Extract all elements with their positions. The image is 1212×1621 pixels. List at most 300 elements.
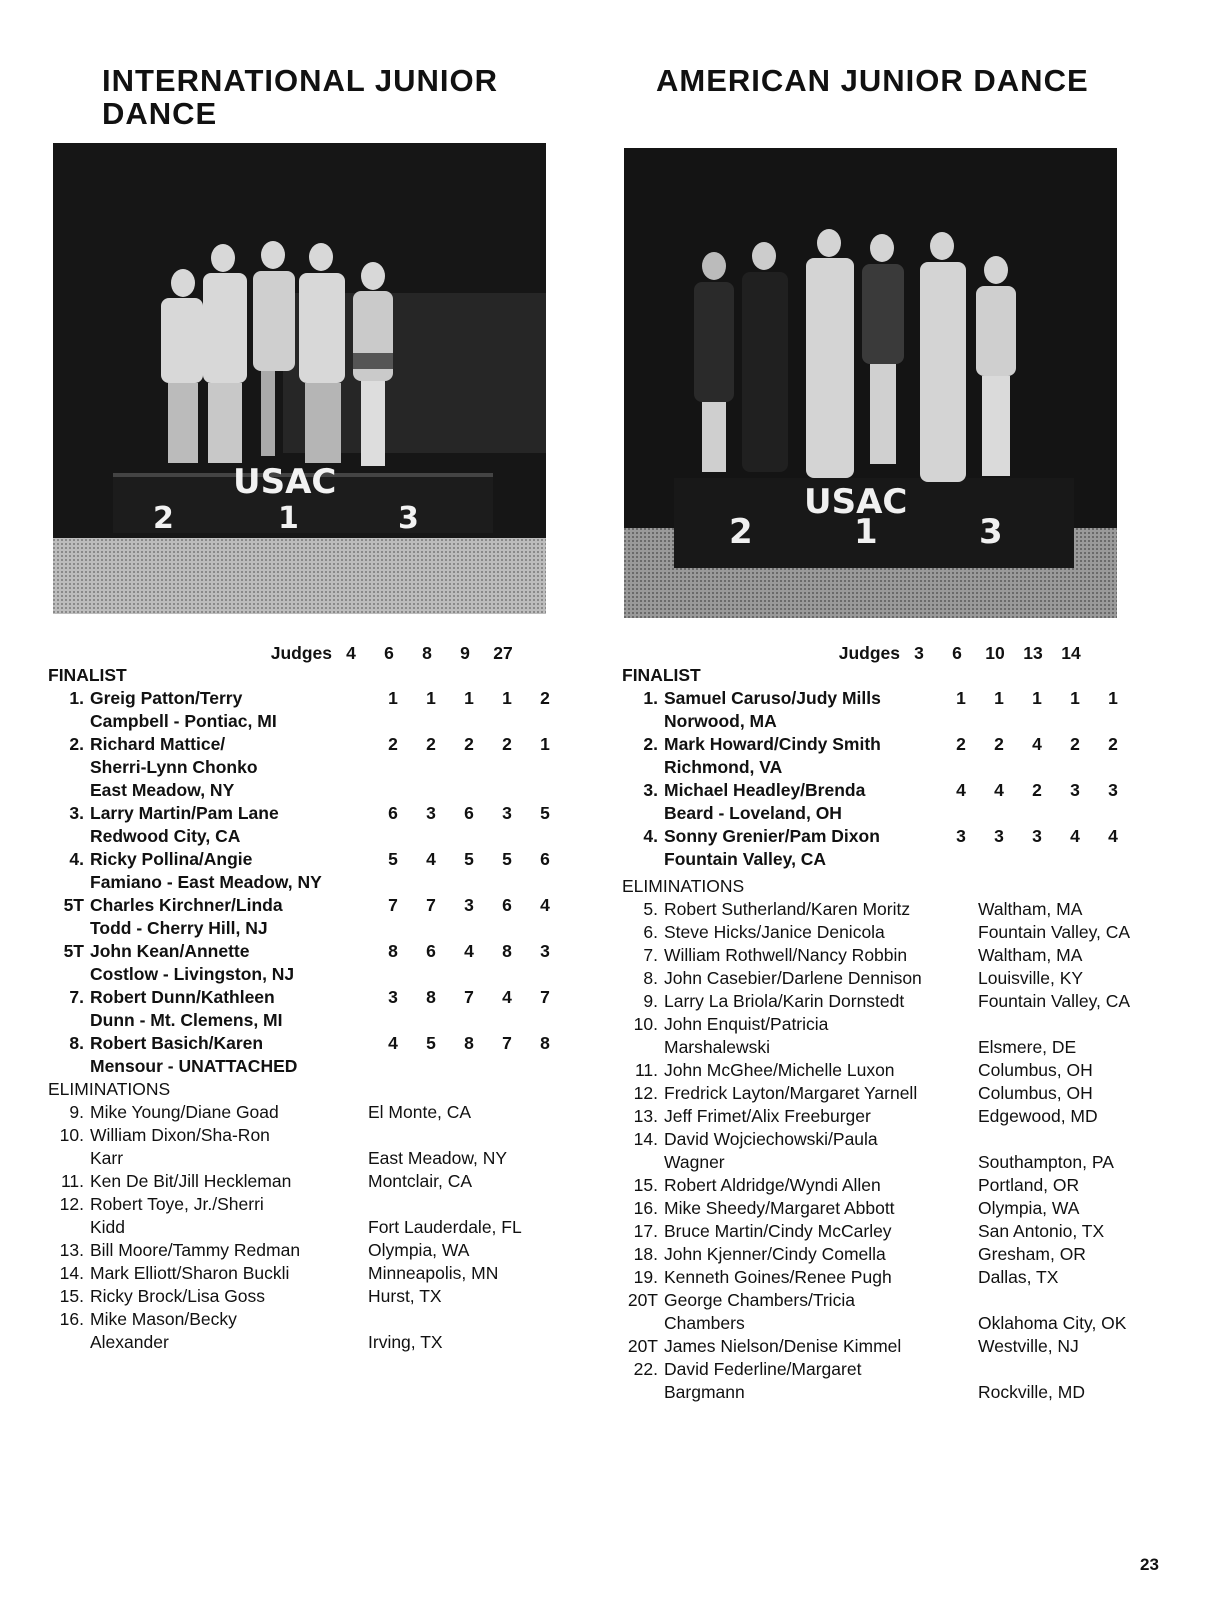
hometown bbox=[978, 1266, 1058, 1289]
placement-rank: 17. bbox=[633, 1221, 658, 1241]
name-line: Mark Howard/Cindy Smith bbox=[664, 734, 881, 754]
couple-names bbox=[90, 687, 374, 733]
placement-rank: 5. bbox=[643, 899, 658, 919]
name-line: Kenneth Goines/Renee Pugh bbox=[664, 1267, 892, 1287]
couple-names bbox=[90, 1193, 368, 1239]
placement-rank: 8. bbox=[643, 968, 658, 988]
name-line: Mark Elliott/Sharon Buckli bbox=[90, 1263, 290, 1283]
judge-score: 4 bbox=[1070, 826, 1080, 846]
judge-score: 1 bbox=[994, 688, 1004, 708]
elimination-row bbox=[622, 1266, 1178, 1289]
name-line: Mike Sheedy/Margaret Abbott bbox=[664, 1198, 895, 1218]
judge-number: 27 bbox=[493, 642, 513, 663]
hometown bbox=[368, 1308, 443, 1354]
elimination-row bbox=[48, 1285, 568, 1308]
name-line: George Chambers/Tricia bbox=[664, 1290, 855, 1310]
judge-score: 7 bbox=[540, 987, 550, 1007]
couple-names bbox=[664, 1197, 978, 1220]
name-line: Steve Hicks/Janice Denicola bbox=[664, 922, 885, 942]
couple-names bbox=[90, 1124, 368, 1170]
elimination-row bbox=[622, 1289, 1178, 1335]
name-line: Sherri-Lynn Chonko bbox=[90, 757, 258, 777]
name-line: Robert Dunn/Kathleen bbox=[90, 987, 275, 1007]
couple-names bbox=[90, 1239, 368, 1262]
couple-names bbox=[664, 1128, 978, 1174]
placement-rank: 12. bbox=[633, 1083, 658, 1103]
placement-rank: 14. bbox=[633, 1129, 658, 1149]
elimination-row bbox=[48, 1239, 568, 1262]
name-line: John Casebier/Darlene Dennison bbox=[664, 968, 922, 988]
elimination-row bbox=[622, 1220, 1178, 1243]
finalist-row bbox=[622, 733, 1178, 779]
judge-score: 4 bbox=[1108, 826, 1118, 846]
name-line: Fountain Valley, CA bbox=[664, 849, 827, 869]
hometown-text: Waltham, MA bbox=[978, 945, 1083, 965]
name-line: James Nielson/Denise Kimmel bbox=[664, 1336, 902, 1356]
hometown-text: Gresham, OR bbox=[978, 1244, 1086, 1264]
hometown bbox=[978, 1243, 1086, 1266]
judge-score: 6 bbox=[426, 941, 436, 961]
couple-names bbox=[90, 733, 374, 802]
hometown-text: Waltham, MA bbox=[978, 899, 1083, 919]
judge-score: 7 bbox=[464, 987, 474, 1007]
podium-number: 3 bbox=[398, 501, 419, 536]
placement-rank: 1. bbox=[643, 688, 658, 708]
name-line: Norwood, MA bbox=[664, 711, 777, 731]
name-line: Richmond, VA bbox=[664, 757, 783, 777]
judge-score: 2 bbox=[1070, 734, 1080, 754]
name-line: Fredrick Layton/Margaret Yarnell bbox=[664, 1083, 918, 1103]
judge-scores bbox=[942, 733, 1132, 779]
judge-score: 4 bbox=[464, 941, 474, 961]
podium-photo-image bbox=[624, 148, 1117, 618]
placement-rank: 5T bbox=[63, 895, 84, 915]
couple-names bbox=[90, 848, 374, 894]
judge-score: 2 bbox=[502, 734, 512, 754]
finalist-row bbox=[48, 1032, 568, 1078]
name-line: Marshalewski bbox=[664, 1037, 770, 1057]
judge-score: 8 bbox=[502, 941, 512, 961]
hometown bbox=[978, 1289, 1126, 1335]
judge-scores bbox=[942, 825, 1132, 871]
judge-score: 7 bbox=[388, 895, 398, 915]
judge-score: 7 bbox=[426, 895, 436, 915]
title-line: DANCE bbox=[102, 96, 218, 131]
placement-rank: 11. bbox=[60, 1171, 84, 1191]
hometown-text: Rockville, MD bbox=[978, 1382, 1085, 1402]
judge-score: 1 bbox=[1032, 688, 1042, 708]
judge-score: 3 bbox=[1032, 826, 1042, 846]
elimination-row bbox=[622, 944, 1178, 967]
placement-rank: 3. bbox=[643, 780, 658, 800]
judge-score: 1 bbox=[956, 688, 966, 708]
placement-rank: 2. bbox=[643, 734, 658, 754]
judge-score: 6 bbox=[540, 849, 550, 869]
judge-score: 1 bbox=[540, 734, 550, 754]
page-number: 23 bbox=[1140, 1555, 1159, 1574]
finalist-row bbox=[622, 825, 1178, 871]
placement-rank: 15. bbox=[59, 1286, 84, 1306]
judge-score: 4 bbox=[426, 849, 436, 869]
judge-number: 6 bbox=[384, 642, 394, 663]
judge-score: 3 bbox=[540, 941, 550, 961]
finalist-heading: FINALIST bbox=[622, 665, 701, 685]
name-line: Mike Young/Diane Goad bbox=[90, 1102, 279, 1122]
finalist-row bbox=[48, 894, 568, 940]
elimination-row bbox=[48, 1193, 568, 1239]
name-line: Ricky Brock/Lisa Goss bbox=[90, 1286, 266, 1306]
placement-rank: 8. bbox=[69, 1033, 84, 1053]
judge-number: 9 bbox=[460, 642, 470, 663]
finalist-row bbox=[48, 802, 568, 848]
elimination-row bbox=[622, 921, 1178, 944]
placement-rank: 11. bbox=[634, 1060, 658, 1080]
elimination-row bbox=[622, 1335, 1178, 1358]
finalist-row bbox=[48, 986, 568, 1032]
judge-scores bbox=[374, 733, 564, 802]
judge-scores bbox=[374, 687, 564, 733]
judge-score: 3 bbox=[426, 803, 436, 823]
finalist-row bbox=[48, 733, 568, 802]
hometown bbox=[368, 1170, 472, 1193]
hometown-text: Fort Lauderdale, FL bbox=[368, 1217, 522, 1237]
judge-score: 3 bbox=[502, 803, 512, 823]
podium-photo bbox=[624, 148, 1117, 618]
name-line: Robert Aldridge/Wyndi Allen bbox=[664, 1175, 881, 1195]
name-line: Richard Mattice/ bbox=[90, 734, 226, 754]
hometown-text: East Meadow, NY bbox=[368, 1148, 508, 1168]
couple-names bbox=[664, 898, 978, 921]
placement-rank: 7. bbox=[643, 945, 658, 965]
elimination-row bbox=[48, 1124, 568, 1170]
judge-score: 5 bbox=[464, 849, 474, 869]
name-line: David Federline/Margaret bbox=[664, 1359, 862, 1379]
couple-names bbox=[664, 1174, 978, 1197]
hometown-text: Edgewood, MD bbox=[978, 1106, 1098, 1126]
placement-rank: 15. bbox=[633, 1175, 658, 1195]
judge-score: 1 bbox=[502, 688, 512, 708]
judge-score: 7 bbox=[502, 1033, 512, 1053]
judge-score: 3 bbox=[1070, 780, 1080, 800]
judge-score: 1 bbox=[464, 688, 474, 708]
hometown bbox=[368, 1193, 522, 1239]
placement-rank: 18. bbox=[633, 1244, 658, 1264]
name-line: Ken De Bit/Jill Heckleman bbox=[90, 1171, 292, 1191]
couple-names bbox=[664, 825, 942, 871]
judge-number: 3 bbox=[914, 642, 924, 663]
eliminations-heading: ELIMINATIONS bbox=[48, 1079, 171, 1099]
finalist-row bbox=[48, 687, 568, 733]
name-line: Mensour - UNATTACHED bbox=[90, 1056, 298, 1076]
elimination-row bbox=[622, 1082, 1178, 1105]
couple-names bbox=[664, 1243, 978, 1266]
podium-number: 2 bbox=[153, 501, 174, 536]
judge-score: 4 bbox=[502, 987, 512, 1007]
finalist-list bbox=[622, 687, 1178, 871]
hometown bbox=[978, 990, 1130, 1013]
placement-rank: 16. bbox=[59, 1309, 84, 1329]
judge-number: 14 bbox=[1061, 642, 1081, 663]
elimination-row bbox=[622, 990, 1178, 1013]
name-line: John Enquist/Patricia bbox=[664, 1014, 829, 1034]
judge-score: 4 bbox=[956, 780, 966, 800]
placement-rank: 10. bbox=[59, 1125, 84, 1145]
podium-number: 1 bbox=[278, 501, 299, 536]
section-title bbox=[656, 64, 1176, 97]
name-line: Famiano - East Meadow, NY bbox=[90, 872, 322, 892]
title-line: AMERICAN JUNIOR DANCE bbox=[656, 63, 1089, 98]
placement-rank: 3. bbox=[69, 803, 84, 823]
couple-names bbox=[664, 944, 978, 967]
hometown-text: Westville, NJ bbox=[978, 1336, 1079, 1356]
hometown-text: Olympia, WA bbox=[368, 1240, 470, 1260]
hometown bbox=[978, 1335, 1079, 1358]
elimination-row bbox=[622, 1105, 1178, 1128]
couple-names bbox=[664, 779, 942, 825]
judge-scores bbox=[942, 687, 1132, 733]
name-line: John Kjenner/Cindy Comella bbox=[664, 1244, 886, 1264]
judge-number: 4 bbox=[346, 642, 356, 663]
judge-number: 13 bbox=[1023, 642, 1043, 663]
hometown bbox=[368, 1262, 498, 1285]
name-line: Robert Toye, Jr./Sherri bbox=[90, 1194, 264, 1214]
elimination-row bbox=[48, 1262, 568, 1285]
couple-names bbox=[664, 967, 978, 990]
judge-scores bbox=[374, 940, 564, 986]
hometown-text: Louisville, KY bbox=[978, 968, 1084, 988]
podium-photo bbox=[53, 143, 546, 614]
elimination-row bbox=[48, 1170, 568, 1193]
name-line: Greig Patton/Terry bbox=[90, 688, 243, 708]
judge-scores bbox=[374, 848, 564, 894]
judge-number: 8 bbox=[422, 642, 432, 663]
elimination-row bbox=[622, 1358, 1178, 1404]
hometown-text: Fountain Valley, CA bbox=[978, 991, 1131, 1011]
judge-score: 4 bbox=[1032, 734, 1042, 754]
judge-scores bbox=[374, 1032, 564, 1078]
judge-score: 8 bbox=[388, 941, 398, 961]
hometown-text: San Antonio, TX bbox=[978, 1221, 1105, 1241]
name-line: Charles Kirchner/Linda bbox=[90, 895, 283, 915]
photo-sign-text: USAC bbox=[804, 482, 908, 522]
couple-names bbox=[664, 1105, 978, 1128]
elimination-row bbox=[622, 1059, 1178, 1082]
podium-number: 1 bbox=[854, 512, 878, 552]
judge-score: 1 bbox=[426, 688, 436, 708]
judge-score: 3 bbox=[1108, 780, 1118, 800]
judge-score: 2 bbox=[426, 734, 436, 754]
couple-names bbox=[664, 1266, 978, 1289]
name-line: Wagner bbox=[664, 1152, 725, 1172]
hometown bbox=[368, 1101, 471, 1124]
couple-names bbox=[664, 921, 978, 944]
results-table bbox=[622, 642, 1178, 1404]
hometown-text: Fountain Valley, CA bbox=[978, 922, 1131, 942]
photo-sign-text: USAC bbox=[233, 462, 337, 502]
placement-rank: 4. bbox=[643, 826, 658, 846]
judge-score: 3 bbox=[388, 987, 398, 1007]
judge-score: 1 bbox=[388, 688, 398, 708]
hometown bbox=[978, 944, 1082, 967]
name-line: Chambers bbox=[664, 1313, 745, 1333]
hometown bbox=[978, 1220, 1104, 1243]
judge-score: 8 bbox=[540, 1033, 550, 1053]
placement-rank: 14. bbox=[59, 1263, 84, 1283]
hometown bbox=[978, 921, 1130, 944]
hometown-text: Portland, OR bbox=[978, 1175, 1080, 1195]
judge-score: 5 bbox=[426, 1033, 436, 1053]
name-line: William Rothwell/Nancy Robbin bbox=[664, 945, 908, 965]
judge-score: 6 bbox=[388, 803, 398, 823]
placement-rank: 13. bbox=[59, 1240, 84, 1260]
hometown bbox=[368, 1285, 442, 1308]
judge-score: 4 bbox=[540, 895, 550, 915]
name-line: Karr bbox=[90, 1148, 124, 1168]
couple-names bbox=[664, 1289, 978, 1335]
name-line: William Dixon/Sha-Ron bbox=[90, 1125, 270, 1145]
hometown bbox=[978, 1128, 1114, 1174]
podium-number: 3 bbox=[979, 512, 1003, 552]
judge-score: 3 bbox=[464, 895, 474, 915]
couple-names bbox=[664, 990, 978, 1013]
judges-label: Judges bbox=[838, 642, 900, 663]
hometown bbox=[978, 1082, 1093, 1105]
name-line: Alexander bbox=[90, 1332, 169, 1352]
hometown bbox=[978, 898, 1082, 921]
hometown-text: Dallas, TX bbox=[978, 1267, 1059, 1287]
hometown bbox=[978, 967, 1083, 990]
name-line: John McGhee/Michelle Luxon bbox=[664, 1060, 895, 1080]
hometown-text: Minneapolis, MN bbox=[368, 1263, 499, 1283]
placement-rank: 4. bbox=[69, 849, 84, 869]
name-line: Beard - Loveland, OH bbox=[664, 803, 842, 823]
judge-score: 8 bbox=[426, 987, 436, 1007]
hometown-text: Elsmere, DE bbox=[978, 1037, 1077, 1057]
couple-names bbox=[90, 894, 374, 940]
elimination-row bbox=[622, 1197, 1178, 1220]
hometown-text: Montclair, CA bbox=[368, 1171, 473, 1191]
couple-names bbox=[90, 1032, 374, 1078]
hometown-text: Columbus, OH bbox=[978, 1083, 1093, 1103]
couple-names bbox=[90, 1170, 368, 1193]
judge-score: 2 bbox=[994, 734, 1004, 754]
couple-names bbox=[664, 1059, 978, 1082]
placement-rank: 22. bbox=[633, 1359, 658, 1379]
judge-score: 2 bbox=[956, 734, 966, 754]
name-line: Redwood City, CA bbox=[90, 826, 241, 846]
judge-score: 1 bbox=[1108, 688, 1118, 708]
elimination-row bbox=[622, 1174, 1178, 1197]
judge-number: 6 bbox=[952, 642, 962, 663]
finalist-row bbox=[48, 848, 568, 894]
judge-score: 2 bbox=[388, 734, 398, 754]
hometown-text: Irving, TX bbox=[368, 1332, 443, 1352]
hometown bbox=[978, 1105, 1098, 1128]
eliminations-list bbox=[622, 898, 1178, 1404]
placement-rank: 2. bbox=[69, 734, 84, 754]
name-line: Ricky Pollina/Angie bbox=[90, 849, 253, 869]
results-table bbox=[48, 642, 568, 1354]
judge-scores bbox=[374, 802, 564, 848]
placement-rank: 13. bbox=[633, 1106, 658, 1126]
couple-names bbox=[90, 1101, 368, 1124]
placement-rank: 10. bbox=[633, 1014, 658, 1034]
finalist-row bbox=[622, 779, 1178, 825]
hometown bbox=[368, 1124, 507, 1170]
judge-score: 5 bbox=[502, 849, 512, 869]
finalist-row bbox=[48, 940, 568, 986]
judge-number: 10 bbox=[985, 642, 1005, 663]
name-line: Robert Sutherland/Karen Moritz bbox=[664, 899, 911, 919]
judge-score: 3 bbox=[956, 826, 966, 846]
couple-names bbox=[664, 1220, 978, 1243]
couple-names bbox=[90, 940, 374, 986]
couple-names bbox=[664, 733, 942, 779]
elimination-row bbox=[622, 898, 1178, 921]
elimination-row bbox=[48, 1308, 568, 1354]
name-line: Sonny Grenier/Pam Dixon bbox=[664, 826, 880, 846]
name-line: Todd - Cherry Hill, NJ bbox=[90, 918, 268, 938]
hometown bbox=[978, 1197, 1079, 1220]
placement-rank: 9. bbox=[69, 1102, 84, 1122]
judge-score: 4 bbox=[388, 1033, 398, 1053]
hometown-text: El Monte, CA bbox=[368, 1102, 472, 1122]
name-line: Jeff Frimet/Alix Freeburger bbox=[664, 1106, 871, 1126]
name-line: Costlow - Livingston, NJ bbox=[90, 964, 295, 984]
finalist-heading: FINALIST bbox=[48, 665, 127, 685]
placement-rank: 20T bbox=[627, 1290, 658, 1310]
placement-rank: 5T bbox=[63, 941, 84, 961]
name-line: Bargmann bbox=[664, 1382, 745, 1402]
judge-score: 5 bbox=[540, 803, 550, 823]
podium-photo-image bbox=[53, 143, 546, 614]
judge-scores bbox=[374, 894, 564, 940]
finalist-list bbox=[48, 687, 568, 1078]
judge-score: 4 bbox=[994, 780, 1004, 800]
name-line: East Meadow, NY bbox=[90, 780, 235, 800]
name-line: Bill Moore/Tammy Redman bbox=[90, 1240, 301, 1260]
hometown bbox=[978, 1174, 1079, 1197]
placement-rank: 9. bbox=[643, 991, 658, 1011]
placement-rank: 20T bbox=[627, 1336, 658, 1356]
elimination-row bbox=[622, 1128, 1178, 1174]
hometown-text: Southampton, PA bbox=[978, 1152, 1114, 1172]
couple-names bbox=[664, 687, 942, 733]
placement-rank: 16. bbox=[633, 1198, 658, 1218]
judge-scores bbox=[942, 779, 1132, 825]
judge-score: 6 bbox=[464, 803, 474, 823]
name-line: Campbell - Pontiac, MI bbox=[90, 711, 277, 731]
couple-names bbox=[90, 1308, 368, 1354]
placement-rank: 19. bbox=[633, 1267, 658, 1287]
name-line: Bruce Martin/Cindy McCarley bbox=[664, 1221, 892, 1241]
elimination-row bbox=[48, 1101, 568, 1124]
couple-names bbox=[90, 1262, 368, 1285]
couple-names bbox=[90, 986, 374, 1032]
name-line: Dunn - Mt. Clemens, MI bbox=[90, 1010, 283, 1030]
hometown-text: Olympia, WA bbox=[978, 1198, 1080, 1218]
name-line: Larry La Briola/Karin Dornstedt bbox=[664, 991, 905, 1011]
placement-rank: 7. bbox=[69, 987, 84, 1007]
judge-score: 2 bbox=[540, 688, 550, 708]
hometown bbox=[368, 1239, 469, 1262]
judges-label: Judges bbox=[270, 642, 332, 663]
couple-names bbox=[90, 1285, 368, 1308]
eliminations-list bbox=[48, 1101, 568, 1354]
section-title bbox=[102, 64, 542, 130]
elimination-row bbox=[622, 1243, 1178, 1266]
name-line: John Kean/Annette bbox=[90, 941, 250, 961]
